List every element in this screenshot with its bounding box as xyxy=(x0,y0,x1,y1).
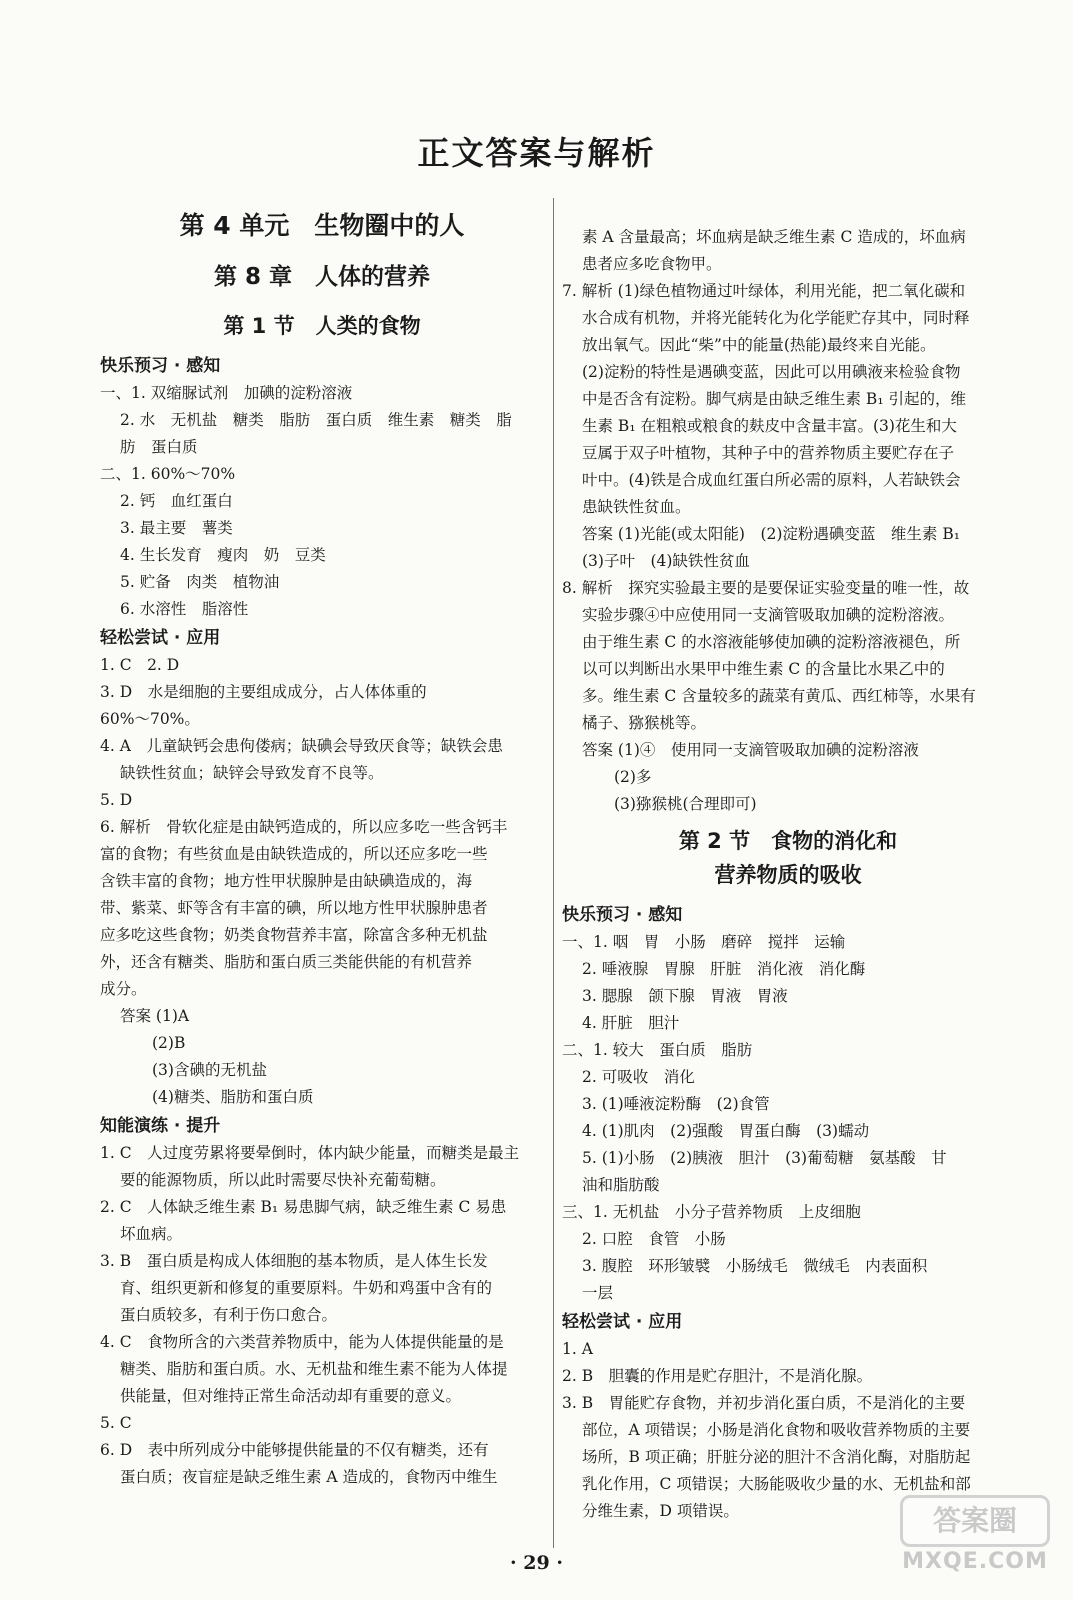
answer-line: 坏血病。 xyxy=(120,1225,183,1243)
answer-line: 3. (1)唾液淀粉酶 (2)食管 xyxy=(582,1095,770,1113)
section-heading: 第 1 节 人类的食物 xyxy=(223,314,421,338)
answer-line: 2. B 胆囊的作用是贮存胆汁，不是消化腺。 xyxy=(562,1367,873,1385)
answer-line: 2. 可吸收 消化 xyxy=(582,1068,695,1086)
part-heading: 轻松尝试 · 应用 xyxy=(562,1312,683,1332)
answer-line: 乳化作用，C 项错误；大肠能吸收少量的水、无机盐和部 xyxy=(582,1475,971,1493)
right-column xyxy=(562,224,1014,1525)
answer-line: 肪 蛋白质 xyxy=(120,438,198,456)
answer-line: 60%～70%。 xyxy=(100,710,200,728)
answer-line: (2)B xyxy=(152,1034,186,1052)
section-heading xyxy=(562,824,1014,892)
answer-line: 豆属于双子叶植物，其种子中的营养物质主要贮存在子 xyxy=(582,444,955,462)
answer-line: 1. C 2. D xyxy=(100,656,180,674)
answer-line: 带、紫菜、虾等含有丰富的碘，所以地方性甲状腺肿患者 xyxy=(100,899,488,917)
answer-line: 5. C xyxy=(100,1414,132,1432)
answer-line: 素 A 含量最高；坏血病是缺乏维生素 C 造成的，坏血病 xyxy=(582,228,966,246)
answer-line: 放出氧气。因此“柴”中的能量(热能)最终来自光能。 xyxy=(582,336,936,354)
answer-line: 4. A 儿童缺钙会患佝偻病；缺碘会导致厌食等；缺铁会患 xyxy=(100,737,503,755)
section-heading-line: 营养物质的吸收 xyxy=(714,863,862,887)
answer-line: 2. C 人体缺乏维生素 B₁ 易患脚气病，缺乏维生素 C 易患 xyxy=(100,1198,507,1216)
section-heading-line: 第 2 节 食物的消化和 xyxy=(678,829,898,853)
answer-line: 蛋白质；夜盲症是缺乏维生素 A 造成的，食物丙中维生 xyxy=(120,1468,498,1486)
answer-line: 6. 解析 骨软化症是由缺钙造成的，所以应多吃一些含钙丰 xyxy=(100,818,508,836)
left-column xyxy=(100,200,544,1491)
answer-line: 三、1. 无机盐 小分子营养物质 上皮细胞 xyxy=(562,1203,861,1221)
answer-line: (3)含碘的无机盐 xyxy=(152,1061,267,1079)
answer-line: (3)子叶 (4)缺铁性贫血 xyxy=(582,552,750,570)
answer-line: 水合成有机物，并将光能转化为化学能贮存其中，同时释 xyxy=(582,309,970,327)
answer-line: 富的食物；有些贫血是由缺铁造成的，所以还应多吃一些 xyxy=(100,845,488,863)
page-number: · 29 · xyxy=(510,1552,563,1574)
answer-line: 患者应多吃食物甲。 xyxy=(582,255,722,273)
answer-line: 8. 解析 探究实验最主要的是要保证实验变量的唯一性，故 xyxy=(562,579,970,597)
answer-line: 一层 xyxy=(582,1284,614,1302)
answer-line: 3. 最主要 薯类 xyxy=(120,519,233,537)
answer-line: 2. 唾液腺 胃腺 肝脏 消化液 消化酶 xyxy=(582,960,866,978)
answer-line: 4. C 食物所含的六类营养物质中，能为人体提供能量的是 xyxy=(100,1333,504,1351)
answer-line: 2. 口腔 食管 小肠 xyxy=(582,1230,726,1248)
answer-line: 5. 贮备 肉类 植物油 xyxy=(120,573,280,591)
answer-line: 1. A xyxy=(562,1340,593,1358)
answer-line: 7. 解析 (1)绿色植物通过叶绿体，利用光能，把二氧化碳和 xyxy=(562,282,966,300)
answer-line: 3. D 水是细胞的主要组成成分，占人体体重的 xyxy=(100,683,427,701)
answer-line: (4)糖类、脂肪和蛋白质 xyxy=(152,1088,314,1106)
answer-line: 答案 (1)④ 使用同一支滴管吸取加碘的淀粉溶液 xyxy=(582,741,919,759)
answer-line: 缺铁性贫血；缺锌会导致发育不良等。 xyxy=(120,764,384,782)
answer-line: 外，还含有糖类、脂肪和蛋白质三类能供能的有机营养 xyxy=(100,953,473,971)
page-title: 正文答案与解析 xyxy=(417,134,656,172)
answer-line: 2. 水 无机盐 糖类 脂肪 蛋白质 维生素 糖类 脂 xyxy=(120,411,512,429)
answer-line: 成分。 xyxy=(100,980,147,998)
answer-line: 蛋白质较多，有利于伤口愈合。 xyxy=(120,1306,338,1324)
watermark-logo: 答案圈 xyxy=(900,1495,1050,1547)
answer-line: 1. C 人过度劳累将要晕倒时，体内缺少能量，而糖类是最主 xyxy=(100,1144,520,1162)
answer-line: 实验步骤④中应使用同一支滴管吸取加碘的淀粉溶液。 xyxy=(582,606,955,624)
answer-line: 要的能源物质，所以此时需要尽快补充葡萄糖。 xyxy=(120,1171,446,1189)
answer-line: 3. B 胃能贮存食物，并初步消化蛋白质，不是消化的主要 xyxy=(562,1394,966,1412)
part-heading: 快乐预习 · 感知 xyxy=(100,356,221,376)
answer-line: 场所，B 项正确；肝脏分泌的胆汁不含消化酶，对脂肪起 xyxy=(582,1448,971,1466)
answer-line: 二、1. 60%～70% xyxy=(100,465,236,483)
answer-line: 3. B 蛋白质是构成人体细胞的基本物质，是人体生长发 xyxy=(100,1252,488,1270)
answer-line: 一、1. 双缩脲试剂 加碘的淀粉溶液 xyxy=(100,384,353,402)
answer-line: 3. 腹腔 环形皱襞 小肠绒毛 微绒毛 内表面积 xyxy=(582,1257,928,1275)
answer-line: 患缺铁性贫血。 xyxy=(582,498,691,516)
answer-line: 由于维生素 C 的水溶液能够使加碘的淀粉溶液褪色，所 xyxy=(582,633,961,651)
answer-line: (2)多 xyxy=(614,768,652,786)
part-heading: 轻松尝试 · 应用 xyxy=(100,628,221,648)
answer-line: 育、组织更新和修复的重要原料。牛奶和鸡蛋中含有的 xyxy=(120,1279,493,1297)
answer-line: 答案 (1)光能(或太阳能) (2)淀粉遇碘变蓝 维生素 B₁ xyxy=(582,525,960,543)
answer-line: 4. 生长发育 瘦肉 奶 豆类 xyxy=(120,546,326,564)
answer-line: 6. 水溶性 脂溶性 xyxy=(120,600,249,618)
answer-line: 以可以判断出水果甲中维生素 C 的含量比水果乙中的 xyxy=(582,660,945,678)
answer-line: 5. (1)小肠 (2)胰液 胆汁 (3)葡萄糖 氨基酸 甘 xyxy=(582,1149,947,1167)
answer-line: (2)淀粉的特性是遇碘变蓝，因此可以用碘液来检验食物 xyxy=(582,363,961,381)
answer-line: 4. (1)肌肉 (2)强酸 胃蛋白酶 (3)蠕动 xyxy=(582,1122,870,1140)
answer-line: 中是否含有淀粉。脚气病是由缺乏维生素 B₁ 引起的，维 xyxy=(582,390,966,408)
answer-line: 4. 肝脏 胆汁 xyxy=(582,1014,680,1032)
answer-line: 供能量，但对维持正常生命活动却有重要的意义。 xyxy=(120,1387,462,1405)
answer-line: 2. 钙 血红蛋白 xyxy=(120,492,233,510)
answer-line: 糖类、脂肪和蛋白质。水、无机盐和维生素不能为人体提 xyxy=(120,1360,508,1378)
chapter-heading: 第 8 章 人体的营养 xyxy=(213,264,431,290)
answer-line: 应多吃这些食物；奶类食物营养丰富，除富含多种无机盐 xyxy=(100,926,488,944)
part-heading: 知能演练 · 提升 xyxy=(100,1116,221,1136)
answer-line: 生素 B₁ 在粗粮或粮食的麸皮中含量丰富。(3)花生和大 xyxy=(582,417,957,435)
answer-line: 一、1. 咽 胃 小肠 磨碎 搅拌 运输 xyxy=(562,933,846,951)
answer-line: (3)猕猴桃(合理即可) xyxy=(614,795,757,813)
column-divider xyxy=(553,198,554,1548)
answer-line: 叶中。(4)铁是合成血红蛋白所必需的原料，人若缺铁会 xyxy=(582,471,961,489)
answer-line: 分维生素，D 项错误。 xyxy=(582,1502,739,1520)
answer-line: 6. D 表中所列成分中能够提供能量的不仅有糖类，还有 xyxy=(100,1441,489,1459)
answer-line: 含铁丰富的食物；地方性甲状腺肿是由缺碘造成的，海 xyxy=(100,872,473,890)
answer-line: 二、1. 较大 蛋白质 脂肪 xyxy=(562,1041,753,1059)
part-heading: 快乐预习 · 感知 xyxy=(562,905,683,925)
answer-line: 答案 (1)A xyxy=(120,1007,190,1025)
answer-line: 橘子、猕猴桃等。 xyxy=(582,714,707,732)
answer-line: 油和脂肪酸 xyxy=(582,1176,660,1194)
answer-line: 3. 腮腺 颌下腺 胃液 胃液 xyxy=(582,987,788,1005)
answer-line: 多。维生素 C 含量较多的蔬菜有黄瓜、西红柿等，水果有 xyxy=(582,687,976,705)
watermark-url: MXQE.COM xyxy=(902,1549,1048,1574)
unit-heading: 第 4 单元 生物圈中的人 xyxy=(179,211,465,240)
answer-line: 部位，A 项错误；小肠是消化食物和吸收营养物质的主要 xyxy=(582,1421,971,1439)
answer-line: 5. D xyxy=(100,791,133,809)
